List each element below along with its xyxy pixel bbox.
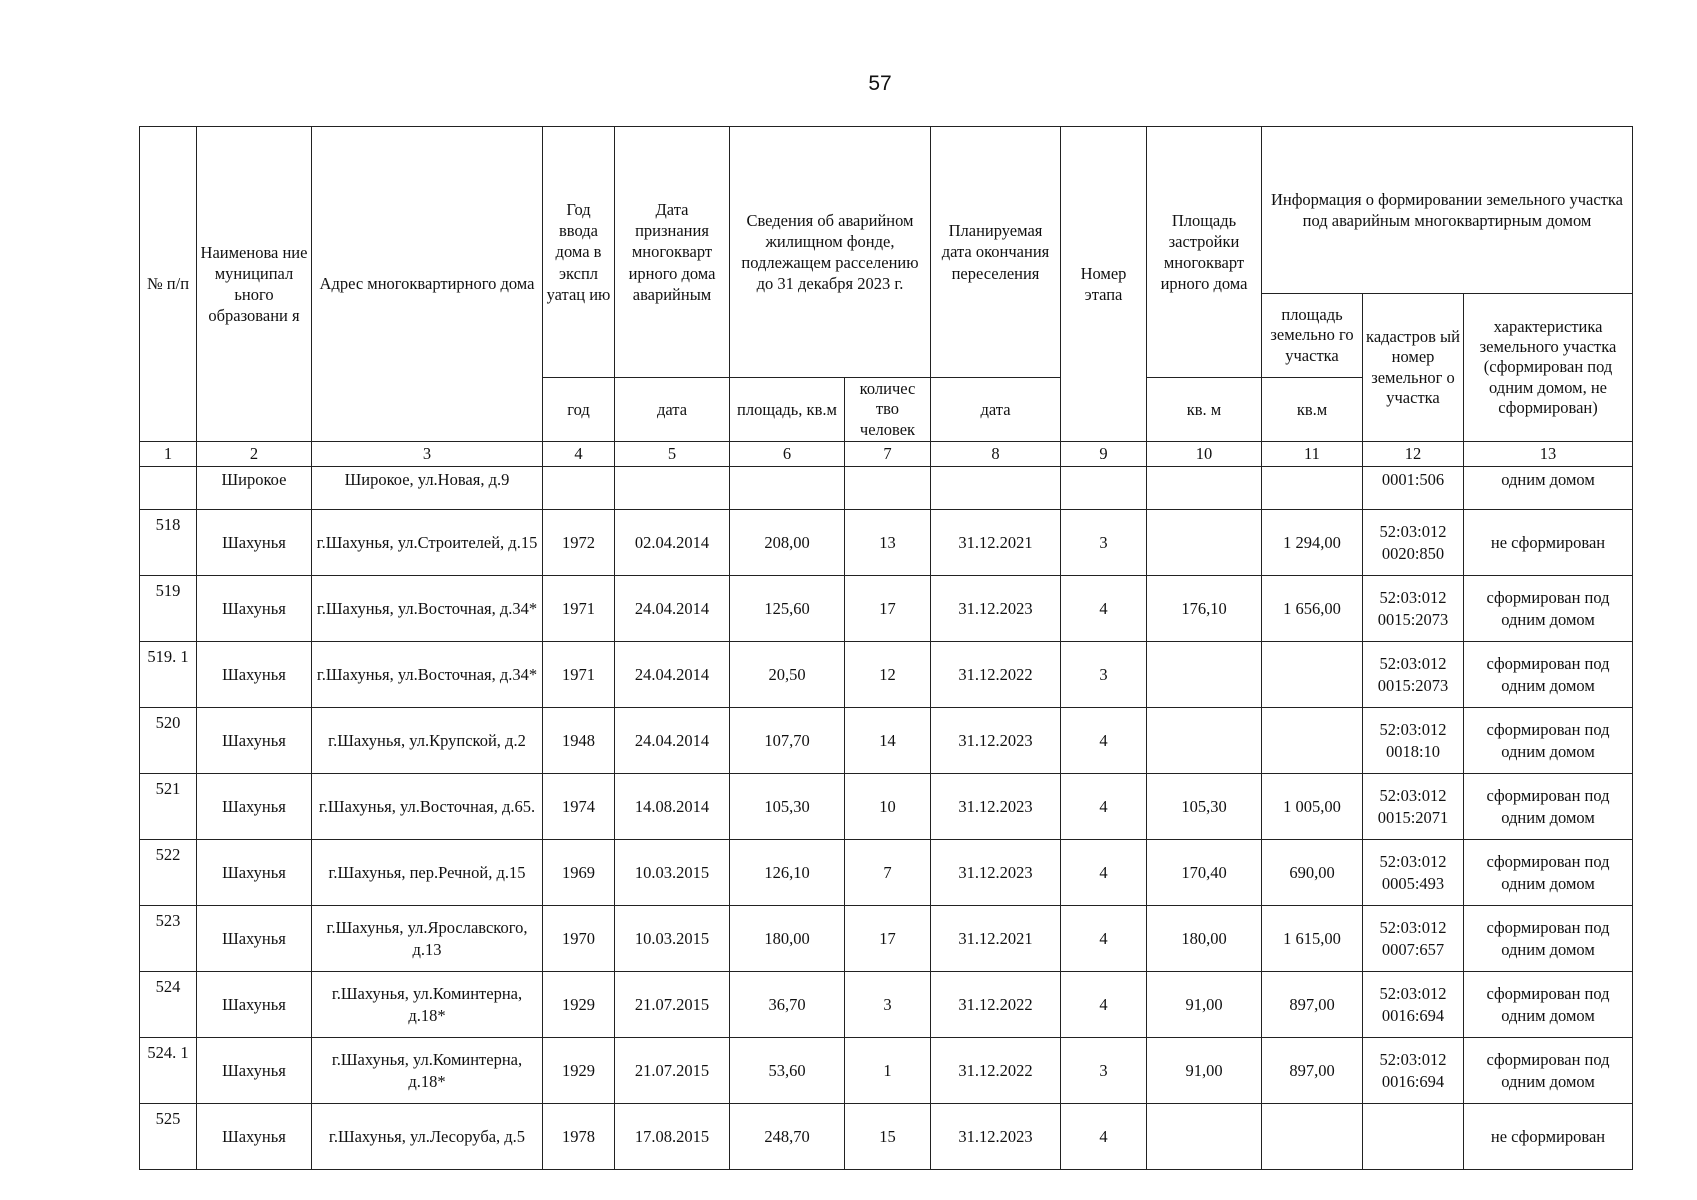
cell-date: 10.03.2015 — [615, 906, 730, 972]
cell-stage: 4 — [1061, 1104, 1147, 1170]
cell-land-area: 1 005,00 — [1262, 774, 1363, 840]
cell-no: 518 — [140, 510, 197, 576]
column-number: 6 — [730, 442, 845, 467]
cell-address: г.Шахунья, ул.Коминтерна, д.18* — [312, 1038, 543, 1104]
cell-area: 126,10 — [730, 840, 845, 906]
cell-area: 20,50 — [730, 642, 845, 708]
header-sub-sqm: кв. м — [1147, 378, 1262, 442]
header-sub-people: количес тво человек — [845, 378, 931, 442]
cell-characteristic: одним домом — [1464, 467, 1633, 510]
cell-people: 10 — [845, 774, 931, 840]
cell-characteristic: сформирован под одним домом — [1464, 906, 1633, 972]
cell-people: 13 — [845, 510, 931, 576]
cell-land-area: 897,00 — [1262, 1038, 1363, 1104]
cell-people: 12 — [845, 642, 931, 708]
cell-municipality: Шахунья — [197, 840, 312, 906]
cell-date: 17.08.2015 — [615, 1104, 730, 1170]
cell-characteristic: не сформирован — [1464, 1104, 1633, 1170]
cell-built-area — [1147, 467, 1262, 510]
cell-planned-date: 31.12.2023 — [931, 576, 1061, 642]
cell-no: 521 — [140, 774, 197, 840]
table-row — [140, 708, 1633, 774]
header-sub-sqm2: кв.м — [1262, 378, 1363, 442]
cell-stage — [1061, 467, 1147, 510]
cell-stage: 4 — [1061, 708, 1147, 774]
cell-planned-date: 31.12.2023 — [931, 708, 1061, 774]
cell-people: 1 — [845, 1038, 931, 1104]
cell-no: 519 — [140, 576, 197, 642]
cell-stage: 4 — [1061, 774, 1147, 840]
cell-cadastral: 52:03:012 0015:2073 — [1363, 576, 1464, 642]
cell-address: г.Шахунья, ул.Строителей, д.15 — [312, 510, 543, 576]
cell-people: 3 — [845, 972, 931, 1038]
cell-municipality: Шахунья — [197, 642, 312, 708]
cell-municipality: Шахунья — [197, 972, 312, 1038]
cell-no: 522 — [140, 840, 197, 906]
cell-municipality: Шахунья — [197, 510, 312, 576]
header-stage: Номер этапа — [1061, 127, 1147, 442]
header-fund-info: Сведения об аварийном жилищном фонде, подлежащем расселению до 31 декабря 2023 г. — [730, 127, 931, 378]
column-number: 5 — [615, 442, 730, 467]
cell-year: 1929 — [543, 1038, 615, 1104]
cell-people: 17 — [845, 906, 931, 972]
cell-year — [543, 467, 615, 510]
cell-stage: 4 — [1061, 576, 1147, 642]
cell-date: 10.03.2015 — [615, 840, 730, 906]
cell-date: 14.08.2014 — [615, 774, 730, 840]
cell-planned-date: 31.12.2021 — [931, 906, 1061, 972]
cell-year: 1971 — [543, 642, 615, 708]
cell-land-area — [1262, 642, 1363, 708]
header-address: Адрес многоквартирного дома — [312, 127, 543, 442]
cell-year: 1972 — [543, 510, 615, 576]
cell-planned-date — [931, 467, 1061, 510]
cell-year: 1971 — [543, 576, 615, 642]
header-recognition-date: Дата признания многокварт ирного дома аварийным — [615, 127, 730, 378]
cell-no: 523 — [140, 906, 197, 972]
cell-cadastral: 52:03:012 0007:657 — [1363, 906, 1464, 972]
cell-address: г.Шахунья, ул.Восточная, д.65. — [312, 774, 543, 840]
cell-planned-date: 31.12.2023 — [931, 840, 1061, 906]
column-number: 12 — [1363, 442, 1464, 467]
header-land-info: Информация о формировании земельного участка под аварийным многоквартирным домом — [1262, 127, 1633, 294]
cell-people — [845, 467, 931, 510]
cell-characteristic: сформирован под одним домом — [1464, 642, 1633, 708]
header-planned-end: Планируемая дата окончания переселения — [931, 127, 1061, 378]
cell-address: Широкое, ул.Новая, д.9 — [312, 467, 543, 510]
cell-land-area: 690,00 — [1262, 840, 1363, 906]
page-number: 57 — [868, 72, 892, 95]
cell-stage: 4 — [1061, 906, 1147, 972]
column-number: 2 — [197, 442, 312, 467]
cell-no: 524 — [140, 972, 197, 1038]
cell-characteristic: сформирован под одним домом — [1464, 1038, 1633, 1104]
column-number: 13 — [1464, 442, 1633, 467]
cell-date: 21.07.2015 — [615, 1038, 730, 1104]
cell-characteristic: не сформирован — [1464, 510, 1633, 576]
cell-municipality: Широкое — [197, 467, 312, 510]
header-land-characteristic: характеристика земельного участка (сформирован под одним домом, не сформирован) — [1464, 294, 1633, 442]
cell-stage: 3 — [1061, 1038, 1147, 1104]
cell-address: г.Шахунья, ул.Лесоруба, д.5 — [312, 1104, 543, 1170]
table-row — [140, 1038, 1633, 1104]
cell-municipality: Шахунья — [197, 576, 312, 642]
cell-date: 24.04.2014 — [615, 642, 730, 708]
cell-built-area — [1147, 708, 1262, 774]
cell-year: 1929 — [543, 972, 615, 1038]
cell-land-area — [1262, 467, 1363, 510]
table-row — [140, 774, 1633, 840]
table-header — [140, 127, 1633, 467]
table-row — [140, 906, 1633, 972]
cell-no: 524. 1 — [140, 1038, 197, 1104]
cell-no: 520 — [140, 708, 197, 774]
cell-characteristic: сформирован под одним домом — [1464, 840, 1633, 906]
cell-cadastral: 52:03:012 0016:694 — [1363, 972, 1464, 1038]
cell-built-area: 91,00 — [1147, 1038, 1262, 1104]
table-row — [140, 576, 1633, 642]
cell-area: 180,00 — [730, 906, 845, 972]
cell-area: 36,70 — [730, 972, 845, 1038]
column-number: 11 — [1262, 442, 1363, 467]
table-row — [140, 840, 1633, 906]
cell-cadastral: 0001:506 — [1363, 467, 1464, 510]
table-row — [140, 1104, 1633, 1170]
cell-planned-date: 31.12.2021 — [931, 510, 1061, 576]
column-number: 4 — [543, 442, 615, 467]
cell-land-area: 1 615,00 — [1262, 906, 1363, 972]
cell-cadastral: 52:03:012 0020:850 — [1363, 510, 1464, 576]
cell-built-area: 176,10 — [1147, 576, 1262, 642]
cell-planned-date: 31.12.2022 — [931, 642, 1061, 708]
cell-characteristic: сформирован под одним домом — [1464, 708, 1633, 774]
cell-people: 15 — [845, 1104, 931, 1170]
cell-municipality: Шахунья — [197, 1104, 312, 1170]
cell-people: 14 — [845, 708, 931, 774]
header-sub-area: площадь, кв.м — [730, 378, 845, 442]
cell-land-area: 1 656,00 — [1262, 576, 1363, 642]
cell-built-area: 170,40 — [1147, 840, 1262, 906]
header-built-area: Площадь застройки многокварт ирного дома — [1147, 127, 1262, 378]
cell-land-area: 897,00 — [1262, 972, 1363, 1038]
cell-municipality: Шахунья — [197, 708, 312, 774]
cell-cadastral: 52:03:012 0005:493 — [1363, 840, 1464, 906]
cell-characteristic: сформирован под одним домом — [1464, 972, 1633, 1038]
cell-address: г.Шахунья, ул.Ярославского, д.13 — [312, 906, 543, 972]
cell-area — [730, 467, 845, 510]
table-row — [140, 972, 1633, 1038]
cell-built-area — [1147, 642, 1262, 708]
header-cadastral: кадастров ый номер земельног о участка — [1363, 294, 1464, 442]
cell-area: 53,60 — [730, 1038, 845, 1104]
cell-no — [140, 467, 197, 510]
cell-cadastral: 52:03:012 0018:10 — [1363, 708, 1464, 774]
cell-municipality: Шахунья — [197, 1038, 312, 1104]
cell-planned-date: 31.12.2022 — [931, 1038, 1061, 1104]
cell-stage: 3 — [1061, 510, 1147, 576]
cell-cadastral — [1363, 1104, 1464, 1170]
cell-year: 1948 — [543, 708, 615, 774]
cell-date: 24.04.2014 — [615, 576, 730, 642]
header-sub-year: год — [543, 378, 615, 442]
cell-year: 1970 — [543, 906, 615, 972]
cell-address: г.Шахунья, ул.Коминтерна, д.18* — [312, 972, 543, 1038]
cell-no: 519. 1 — [140, 642, 197, 708]
cell-address: г.Шахунья, пер.Речной, д.15 — [312, 840, 543, 906]
cell-built-area: 105,30 — [1147, 774, 1262, 840]
cell-built-area — [1147, 510, 1262, 576]
cell-people: 17 — [845, 576, 931, 642]
column-number: 10 — [1147, 442, 1262, 467]
cell-no: 525 — [140, 1104, 197, 1170]
header-municipality: Наименова ние муниципал ьного образовани я — [197, 127, 312, 442]
cell-area: 105,30 — [730, 774, 845, 840]
housing-table — [139, 126, 1633, 1170]
column-number: 1 — [140, 442, 197, 467]
cell-stage: 4 — [1061, 840, 1147, 906]
header-land-area: площадь земельно го участка — [1262, 294, 1363, 378]
cell-area: 125,60 — [730, 576, 845, 642]
cell-land-area — [1262, 708, 1363, 774]
cell-cadastral: 52:03:012 0015:2073 — [1363, 642, 1464, 708]
table-body — [140, 467, 1633, 1170]
cell-area: 208,00 — [730, 510, 845, 576]
cell-year: 1978 — [543, 1104, 615, 1170]
cell-municipality: Шахунья — [197, 906, 312, 972]
cell-characteristic: сформирован под одним домом — [1464, 774, 1633, 840]
cell-built-area: 180,00 — [1147, 906, 1262, 972]
column-number: 3 — [312, 442, 543, 467]
cell-built-area: 91,00 — [1147, 972, 1262, 1038]
table-row-continuation — [140, 467, 1633, 510]
cell-address: г.Шахунья, ул.Восточная, д.34* — [312, 576, 543, 642]
cell-planned-date: 31.12.2022 — [931, 972, 1061, 1038]
cell-planned-date: 31.12.2023 — [931, 774, 1061, 840]
cell-year: 1969 — [543, 840, 615, 906]
cell-date: 02.04.2014 — [615, 510, 730, 576]
header-sub-date2: дата — [931, 378, 1061, 442]
header-year-built: Год ввода дома в экспл уатац ию — [543, 127, 615, 378]
cell-land-area: 1 294,00 — [1262, 510, 1363, 576]
cell-cadastral: 52:03:012 0015:2071 — [1363, 774, 1464, 840]
cell-people: 7 — [845, 840, 931, 906]
cell-built-area — [1147, 1104, 1262, 1170]
cell-land-area — [1262, 1104, 1363, 1170]
cell-area: 248,70 — [730, 1104, 845, 1170]
header-sub-date: дата — [615, 378, 730, 442]
cell-address: г.Шахунья, ул.Восточная, д.34* — [312, 642, 543, 708]
cell-stage: 3 — [1061, 642, 1147, 708]
cell-municipality: Шахунья — [197, 774, 312, 840]
column-number: 7 — [845, 442, 931, 467]
cell-date — [615, 467, 730, 510]
cell-address: г.Шахунья, ул.Крупской, д.2 — [312, 708, 543, 774]
cell-cadastral: 52:03:012 0016:694 — [1363, 1038, 1464, 1104]
cell-stage: 4 — [1061, 972, 1147, 1038]
column-number-row — [140, 442, 1633, 467]
column-number: 9 — [1061, 442, 1147, 467]
cell-date: 21.07.2015 — [615, 972, 730, 1038]
column-number: 8 — [931, 442, 1061, 467]
cell-year: 1974 — [543, 774, 615, 840]
cell-planned-date: 31.12.2023 — [931, 1104, 1061, 1170]
table-row — [140, 642, 1633, 708]
header-no: № п/п — [140, 127, 197, 442]
cell-area: 107,70 — [730, 708, 845, 774]
cell-characteristic: сформирован под одним домом — [1464, 576, 1633, 642]
cell-date: 24.04.2014 — [615, 708, 730, 774]
table-row — [140, 510, 1633, 576]
